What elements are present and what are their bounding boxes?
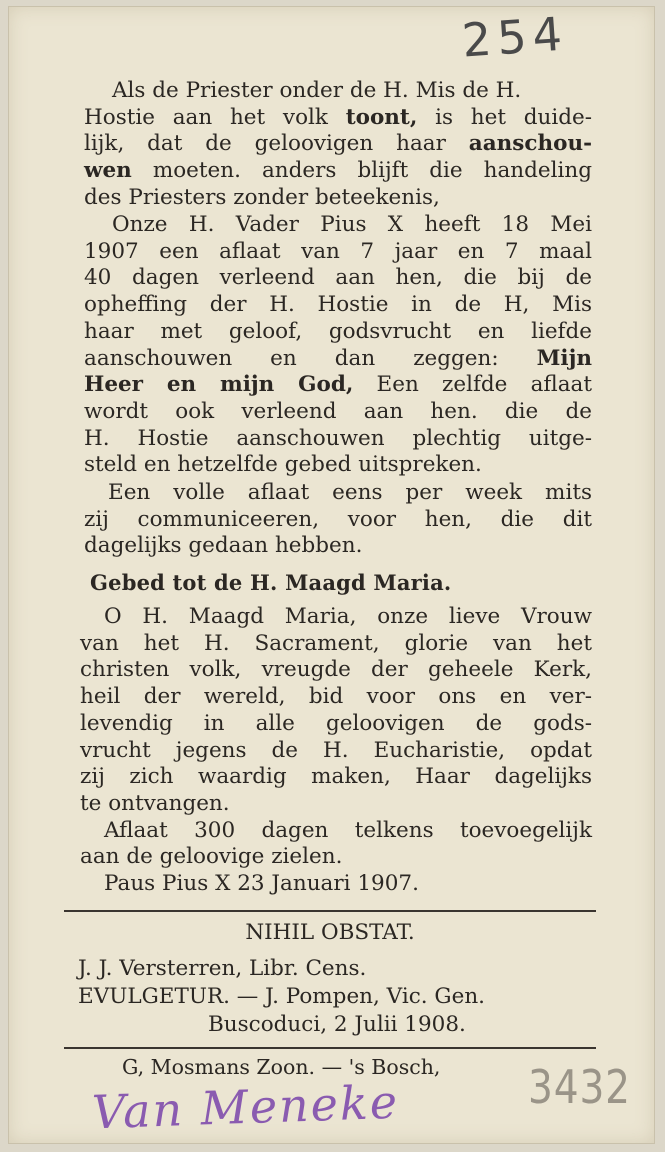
text-line: te ontvangen. [80,790,230,816]
text-line: Hostie aan het volk toont, is het duide- [84,104,592,130]
text-line: Onze H. Vader Pius X heeft 18 Mei [112,212,592,237]
text-line: zij zich waardig maken, Haar dagelijks [80,764,592,790]
text-line: steld en hetzelfde gebed uitspreken. [84,452,482,478]
text-line: Een volle aflaat eens per week mits [108,480,592,505]
text-line: levendig in alle geloovigen de gods- [80,710,592,736]
paragraph-1 [84,78,592,212]
prayer-title: Gebed tot de H. Maagd Maria. [90,570,452,595]
text-line: christen volk, vreugde der geheele Kerk, [80,657,592,683]
censor-line: J. J. Versterren, Libr. Cens. [78,956,367,981]
text-line: haar met geloof, godsvrucht en liefde [84,318,592,344]
text-line: H. Hostie aanschouwen plechtig uitge- [84,425,592,451]
text-line: opheffing der H. Hostie in de H, Mis [84,292,592,318]
text-line: aan de geloovige zielen. [80,844,343,870]
text-line: wen moeten. anders blijft die handeling [84,158,592,184]
text-line: Als de Priester onder de H. Mis de H. [112,78,522,103]
paragraph-3 [84,480,592,560]
text-line: zij communiceeren, voor hen, die dit [84,506,592,532]
printer-line: G, Mosmans Zoon. — 's Bosch, [122,1055,441,1079]
stamp-number: 3432 [528,1060,631,1114]
text-line: Heer en mijn God, Een zelfde aflaat [84,372,593,398]
text-line: lijk, dat de geloovigen haar aanschou- [84,131,592,157]
nihil-obstat: NIHIL OBSTAT. [245,920,415,945]
paragraph-2 [84,212,592,479]
text-line: O H. Maagd Maria, onze lieve Vrouw [104,604,592,629]
text-line: heil der wereld, bid voor ons en ver- [80,684,592,710]
text-line: 40 dagen verleend aan hen, die bij de [84,265,592,291]
evulgetur-line: EVULGETUR. — J. Pompen, Vic. Gen. [78,984,485,1009]
divider [64,1047,596,1049]
text-line: Paus Pius X 23 Januari 1907. [104,871,419,897]
text-line: aanschouwen en dan zeggen: Mijn [84,345,592,371]
text-line: des Priesters zonder beteekenis, [84,184,440,210]
text-line: dagelijks gedaan hebben. [84,533,363,559]
text-line: Aflaat 300 dagen telkens toevoegelijk [104,817,592,843]
handwritten-name: Van Meneke [91,1074,400,1140]
text-line: van het H. Sacrament, glorie van het [80,630,592,656]
divider [64,910,596,912]
text-line: wordt ook verleend aan hen. die de [84,398,592,424]
text-line: 1907 een aflaat van 7 jaar en 7 maal [84,238,592,264]
text-line: vrucht jegens de H. Eucharistie, opdat [80,737,592,763]
prayer-text [80,604,592,898]
pencil-number: 254 [460,6,570,68]
place-date: Buscoduci, 2 Julii 1908. [208,1012,466,1037]
